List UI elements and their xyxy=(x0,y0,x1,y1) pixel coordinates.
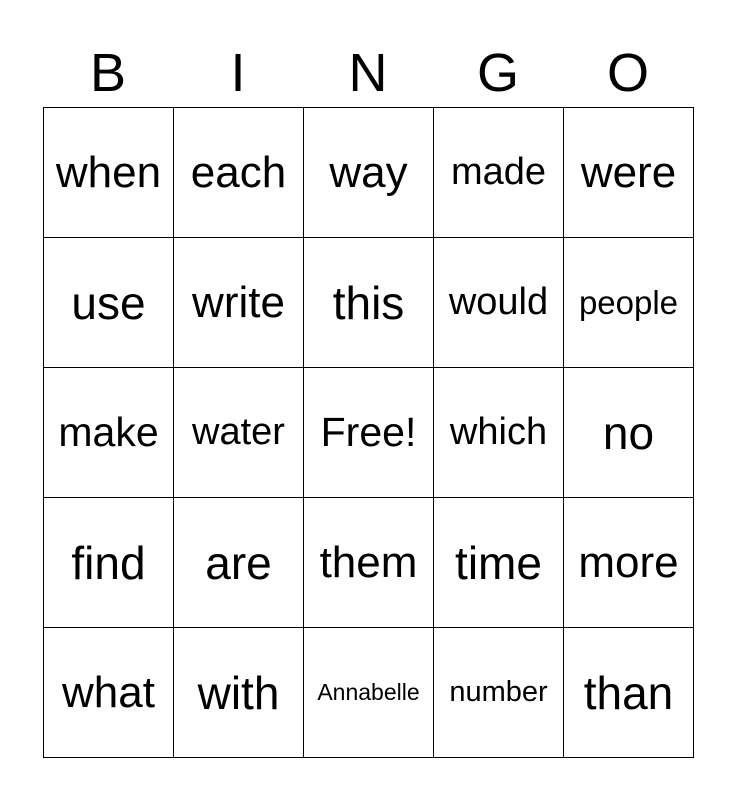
bingo-cell: this xyxy=(304,238,434,368)
bingo-cell: water xyxy=(174,368,304,498)
bingo-header xyxy=(43,40,693,106)
bingo-cell: made xyxy=(434,108,564,238)
bingo-cell: which xyxy=(434,368,564,498)
bingo-cell: each xyxy=(174,108,304,238)
bingo-cell: than xyxy=(564,628,694,758)
bingo-cell: people xyxy=(564,238,694,368)
free-space: Free! xyxy=(304,368,434,498)
header-letter-b: B xyxy=(89,43,127,103)
bingo-cell: find xyxy=(44,498,174,628)
header-letter-n: N xyxy=(348,43,388,103)
bingo-cell: no xyxy=(564,368,694,498)
bingo-cell: time xyxy=(434,498,564,628)
bingo-cell: would xyxy=(434,238,564,368)
bingo-grid xyxy=(43,107,694,758)
bingo-cell: way xyxy=(304,108,434,238)
header-letter-g: G xyxy=(476,43,519,103)
bingo-cell: were xyxy=(564,108,694,238)
header-letter-o: O xyxy=(606,43,649,103)
bingo-cell: Annabelle xyxy=(304,628,434,758)
bingo-cell: write xyxy=(174,238,304,368)
bingo-cell: are xyxy=(174,498,304,628)
bingo-cell: them xyxy=(304,498,434,628)
bingo-cell: make xyxy=(44,368,174,498)
bingo-cell: when xyxy=(44,108,174,238)
bingo-cell: number xyxy=(434,628,564,758)
bingo-cell: use xyxy=(44,238,174,368)
bingo-cell: what xyxy=(44,628,174,758)
bingo-cell: more xyxy=(564,498,694,628)
bingo-cell: with xyxy=(174,628,304,758)
header-letter-i: I xyxy=(230,43,246,103)
